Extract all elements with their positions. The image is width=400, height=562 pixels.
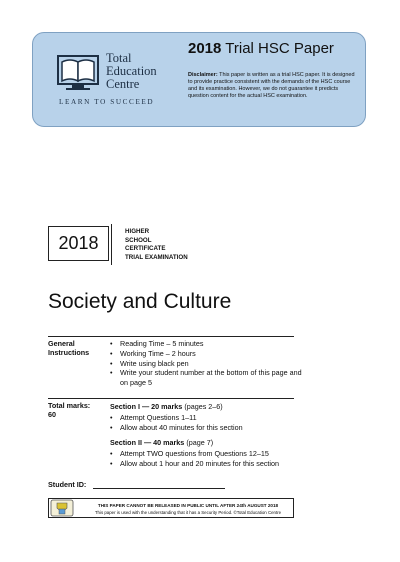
- student-id-label: Student ID:: [48, 480, 87, 489]
- disclaimer-label: Disclaimer:: [188, 72, 218, 78]
- security-seal-icon: [50, 499, 74, 517]
- logo-wordmark: [106, 52, 157, 91]
- subject-title: Society and Culture: [48, 290, 232, 313]
- list-item: • Reading Time – 5 minutes: [110, 339, 310, 349]
- list-item: • Allow about 1 hour and 20 minutes for this section: [110, 459, 310, 469]
- list-item: • Write using black pen: [110, 359, 310, 369]
- logo-line-3: Centre: [106, 77, 140, 91]
- list-item: • Write your student number at the bottom of this page and on page 5: [110, 368, 310, 388]
- list-item: • Attempt TWO questions from Questions 12–15: [110, 449, 310, 459]
- total-marks-value: 60: [48, 410, 56, 419]
- instructions-label-2: Instructions: [48, 348, 90, 357]
- list-item: • Allow about 40 minutes for this section: [110, 423, 310, 433]
- logo-line-2: Education: [106, 64, 157, 78]
- hsc-label: [125, 228, 188, 263]
- disclaimer: [188, 72, 360, 100]
- tec-logo: [54, 52, 174, 112]
- banner-title: [188, 40, 334, 57]
- hsc-line-4: TRIAL EXAMINATION: [125, 254, 188, 262]
- section2-pages: (page 7): [186, 438, 214, 447]
- instructions-label-1: General: [48, 339, 75, 348]
- section1-pages: (pages 2–6): [184, 402, 223, 411]
- divider-marks: [48, 398, 294, 399]
- section2-heading: [110, 438, 213, 447]
- banner-year: 2018: [188, 40, 222, 57]
- total-marks-label: [48, 401, 90, 419]
- hsc-line-2: SCHOOL: [125, 236, 152, 244]
- logo-line-1: Total: [106, 51, 132, 65]
- total-marks-text: Total marks:: [48, 401, 91, 410]
- security-warning: THIS PAPER CANNOT BE RELEASED IN PUBLIC UNTIL AFTER 24th AUGUST 2018: [97, 503, 279, 508]
- student-id-field[interactable]: [93, 488, 225, 489]
- disclaimer-text: This paper is written as a trial HSC paper. It is designed to provide practice consistent with the demands of the HSC course and its examination. However, we do not guarantee it predicts question content for the actual HSC examination.: [188, 72, 355, 100]
- divider-instructions: [48, 336, 294, 337]
- section2-title: Section II — 40 marks: [110, 438, 185, 447]
- instructions-list: [110, 339, 310, 388]
- list-item: • Working Time – 2 hours: [110, 349, 310, 359]
- list-item: • Attempt Questions 1–11: [110, 413, 310, 423]
- open-book-monitor-icon: [54, 54, 102, 94]
- banner-title-text: Trial HSC Paper: [225, 40, 334, 57]
- instructions-label: [48, 339, 89, 357]
- hsc-line-3: CERTIFICATE: [125, 245, 166, 253]
- section1-list: [110, 413, 310, 433]
- security-note: This paper is used with the understanding that it has a Security Period. ©Total Education Centre: [94, 510, 282, 515]
- divider-vertical: [111, 224, 112, 265]
- exam-year-box: 2018: [48, 226, 109, 261]
- logo-tagline: LEARN TO SUCCEED: [59, 98, 155, 106]
- section1-heading: [110, 402, 223, 411]
- section2-list: [110, 449, 310, 469]
- hsc-line-1: HIGHER: [125, 228, 150, 235]
- section1-title: Section I — 20 marks: [110, 402, 183, 411]
- security-footer: [48, 498, 294, 518]
